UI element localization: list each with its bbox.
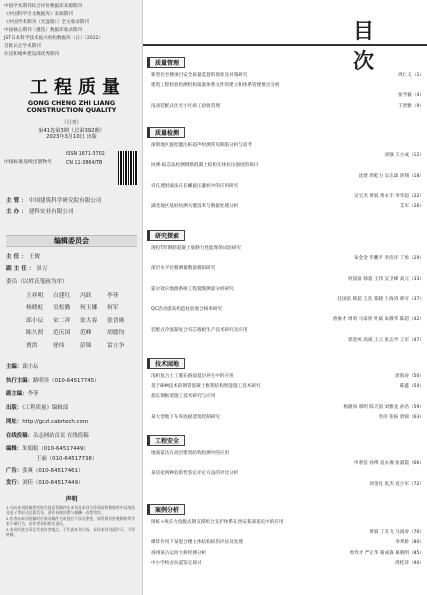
toc-entry[interactable] [151,163,427,170]
editorial-heading: 编辑委员会 [6,235,137,247]
indexing-line: JST日本科学技术振兴机构数据库（日）（2022） [4,36,104,41]
director [6,252,40,260]
toc-entry[interactable] [151,520,427,527]
website-label: 网址： [6,419,23,425]
toc-entry-authors: 周仁义（1） [398,73,424,78]
toc-entry[interactable] [151,277,427,284]
toc-entry-title: 排桩+预应力鱼腹式钢支撑组合支护体系在西安某深基坑中的应用 [151,520,284,525]
pinyin-text: GONG CHENG ZHI LIANG [27,99,116,107]
toc-entry[interactable] [151,266,427,273]
toc-entry-authors: 周寿才 严正华 葛成森 葛晓明（85） [349,550,424,556]
toc-entry[interactable] [151,204,427,211]
member-name: 胡德均 [107,330,125,337]
toc-entry-authors: 周桂萍（90） [395,560,424,566]
host-label: 主办： [6,209,29,215]
vice-editor-value: 李菲 [27,391,39,397]
toc-entry-authors: 张学毅（4） [398,93,424,99]
sponsor-value: 中国建筑科学研究院有限公司 [28,198,102,204]
toc-entry[interactable] [151,551,427,558]
english-title: CONSTRUCTION QUALITY [26,106,117,115]
toc-entry[interactable] [151,405,427,412]
vice-editor [6,389,38,397]
toc-entry-authors: 黄斌 丁友飞 马国涛（76） [369,530,424,536]
editor-label: 主编： [6,364,23,370]
toc-entry-authors: 李泽 张振 唐锦（63） [378,414,424,420]
vice-director [6,264,48,272]
toc-entry-title: QC活动提高构造柱验收合格率研究 [151,307,223,313]
toc-entry-title: 新型住宅楼项目安全质量监督的现状及对策研究 [151,73,248,78]
toc-entry[interactable] [151,73,427,80]
indexing-line: 住房和城乡建设部优秀期刊 [4,52,60,57]
toc-entry-authors: 王智雅（9） [398,103,424,109]
member-name: 何玉娜 [80,305,98,312]
toc-category: 案例分析 [147,504,185,515]
toc-entry[interactable] [151,307,427,314]
vice-director-value: 景万 [36,266,48,272]
vice-director-label: 副主任： [6,266,37,272]
member-name: 张晋勋 [107,317,125,324]
toc-entry-authors: 何国富 韩超 王伟 吴卫峰 高元（33） [347,276,424,282]
toc-category: 质量检测 [147,127,185,138]
edit-contact [6,444,89,452]
toc-entry-authors: 陈鑫（54） [399,384,424,390]
toc-entry-authors: 郭金凤 高威 王云 张志学 王军（47） [347,337,424,343]
toc-entry[interactable] [151,153,427,160]
member-name: 贾洪 [26,342,38,349]
toc-entry-title: 某房屋两种危险性鉴定评定方法的对比分析 [151,471,239,477]
toc-entry[interactable] [151,317,427,324]
statement-body [6,505,138,537]
toc-entry[interactable] [151,530,427,537]
toc-entry-authors: 申春倍 孙博 袁永豫 张淑霞（66） [354,461,424,467]
toc-entry-title: 建筑工程检验检测机构质量体系文件的建立和体系管理要点分析 [151,83,280,89]
barcode [118,151,138,185]
sponsor [6,196,102,204]
member-name: 徐伟 [53,342,65,349]
vice-editor-label: 副主编： [6,391,28,397]
toc-entry-title: 湖北地区基桩检测关键技术与数据处理分析 [151,204,239,210]
edit-contact-2: 王丽（010-64517738） [36,456,98,462]
toc-entry-title: 地质雷达在高层建筑结构检测中的应用 [151,451,230,456]
toc-entry-title: 回弹-取芯法检测钢筋混凝土结构实体抗压强度的探讨 [151,163,259,169]
submit-label: 在线投稿： [6,433,33,439]
toc-entry[interactable] [151,256,427,263]
toc-entry-title: 基于BIM技术的钢管混凝土框架结构智能施工技术研究 [151,384,261,390]
indexing-line: 中国学术期刊综合评价数据库来源期刊 [4,4,83,9]
colophon-panel [0,0,143,595]
ad-value: 张爽（010-64517461） [22,468,84,474]
member-name: 冯跃 [80,293,92,299]
toc-entry-authors: 刘强 王小成（12） [384,153,424,159]
toc-entry[interactable] [151,415,427,422]
member-name: 范庆国 [53,330,71,337]
toc-category: 研究探索 [147,230,185,241]
publisher-value: 《工程质量》编辑部 [22,405,69,411]
toc-entry-title: 中小学校舍抗震鉴定探讨 [151,560,202,566]
edit-label: 编辑： [6,446,23,452]
toc-entry[interactable] [151,451,427,458]
toc-entry[interactable] [151,143,427,150]
exec-editor-label: 执行主编： [6,378,33,384]
toc-entry-title: 某大型地下车库底板浇筑控制研究 [151,414,220,420]
toc-entry-title: 装配式冷混凝复合夹芯墙板生产技术研究及应用 [151,327,248,333]
member-name: 邱小坛 [26,317,44,324]
member-name: 雷立争 [107,342,125,349]
member-name: 杨晓虹 [26,305,44,312]
toc-entry[interactable] [151,540,427,547]
toc-entry[interactable] [151,184,427,191]
toc-entry[interactable] [151,461,427,468]
issn: ISSN 1671-3702 [66,152,105,157]
indexing-line: 《中国科学引文数据库》来源期刊 [4,12,73,17]
member-name: 李菲 [107,293,119,299]
toc-entry-authors: 沈建 周乾力 吴志球 蒋翔（18） [358,173,424,179]
toc-entry[interactable] [151,174,427,181]
exec-editor-value: 路明昊（010-64517745） [32,378,100,384]
toc-entry-authors: 李邦桥（80） [395,540,424,546]
host-value: 建科实业有限公司 [28,209,74,215]
toc-divider [143,44,427,46]
member-name: 陈久照 [26,330,44,337]
editor [6,362,38,370]
member-name: 张大春 [80,317,98,324]
director-label: 主任： [6,254,29,260]
statement-heading: 声明 [65,496,78,503]
frequency: （月刊） [61,120,82,126]
host [6,207,74,215]
cn-number: CN 11-3864/TB [66,161,103,166]
journal-logo: 工程质量 [30,77,126,98]
issue-value: 刘佳（010-64517449） [22,480,84,486]
toc-entry[interactable] [151,287,427,294]
toc-entry-title: 现役T形钢筋混凝土梁静力性能现场试验研究 [151,246,242,251]
submit-value: 杂志网站首页 在线投稿 [32,433,89,439]
website [6,417,88,425]
toc-category: 工程安全 [147,435,185,446]
toc-entry-title: 深层水平位移测量数值模拟研究 [151,266,216,272]
toc-entry[interactable] [151,394,427,401]
toc-entry-title: 浅谈装配式住宅小区竣工验收管理 [151,103,220,109]
toc-entry-authors: 刘金礼 张杰 袁小军（72） [369,481,424,487]
editor-value: 邱小坛 [22,364,39,370]
toc-entry-authors: 艾军（26） [399,204,424,210]
toc-entry-authors: 任国富 韩超 王浩 郑晓 王海涛 邢可（37） [337,297,424,302]
toc-entry[interactable] [151,384,427,391]
member-name: 范峰 [80,330,92,337]
toc-entry[interactable] [151,83,427,90]
toc-entry-authors: 唐俊才 周勇 马家欣 叶斌 朱敬华 陈超（42） [332,317,424,323]
indexing-line: 中国核心期刊（遴选）数据库收录期刊 [4,28,83,33]
toc-entry-title: 浅析复合土工膜在路面基层养生中的应用 [151,374,234,379]
toc-entry-title: 深圳地区旋挖灌注桩超声检测常见缺陷分析与思考 [151,143,253,148]
website-link[interactable]: http://gczl.cabrtech.com [22,419,89,425]
members-label: 委员（以姓氏笔画为序） [6,279,68,285]
ad-contact [6,466,83,474]
issue-info [6,128,137,141]
table-of-contents [143,0,427,595]
toc-entry[interactable] [151,561,427,568]
issue-contact [6,478,83,486]
serial-label: 中国标准连续出版物号 [4,160,52,165]
member-name: 吴松勤 [53,305,71,312]
journal-pinyin [6,100,137,115]
toc-entry-authors: 吴宝杰 黄斌 黄永丰 李华超（22） [354,194,424,199]
issue-label: 发行： [6,480,23,486]
toc-entry-authors: 杨隆凤 邢明 陈天国 刘雅龙 孙浩（59） [343,404,424,410]
member-name: 何军 [107,305,119,312]
toc-entry-title: 霍尔效应地源系统工程裂缝测量分析研究 [151,286,234,292]
toc-entry[interactable] [151,374,427,381]
toc-entry-title: 爆炸作用下某混合楼主体结构损伤评估及处理 [151,540,243,546]
toc-entry[interactable] [151,328,427,335]
exec-editor [6,376,100,384]
toc-entry[interactable] [151,93,427,100]
statement-item: 3.本刊所登文章仅代表作者观点，不代表本刊立场，未经本刊书面许可，不得转载。 [6,526,135,538]
member-name: 白建红 [53,293,71,299]
toc-entry[interactable] [151,482,427,489]
ad-label: 广告： [6,468,23,474]
statement-item: 2.作者向本刊投稿时应保证稿件为原创且不涉及泄密，如发现有抄袭剽窃等学术不端行为，由作者承担相关责任。 [6,515,135,527]
publish-date: 2023年3月10日 出版 [46,134,97,141]
edit-value: 朱娟娟（010-64517449） [22,446,89,452]
toc-entry[interactable] [151,471,427,478]
indexing-line: 《中国学术期刊（光盘版）》全文收录期刊 [4,20,89,25]
toc-entry-title: 扬州某古运河大桥检测分析 [151,550,207,556]
member-name: 宋二祥 [53,317,71,324]
statement-item: 1.凡向本刊投稿者均视为同意其稿件在本刊及本刊合作网站和数据库中以纸质及电子等形式出版发布，著作权使用费与稿酬一次性给付。 [6,505,135,516]
toc-category: 质量管理 [147,57,185,68]
toc-title: 目 次 [353,18,388,73]
member-list [26,290,138,352]
toc-entry[interactable] [151,194,427,201]
toc-category: 技术园地 [147,358,185,369]
toc-entry[interactable] [151,297,427,304]
toc-entry-authors: 唐海涛（50） [395,374,424,379]
director-value: 王俊 [28,254,40,260]
member-name: 王祥明 [26,293,44,299]
sponsor-label: 主管： [6,198,29,204]
volume-number: 第41卷第3期（总第392期） [38,128,105,134]
toc-entry[interactable] [151,338,427,345]
toc-entry[interactable] [151,246,427,253]
toc-entry-title: 旁孔透射波法在长螺旋压灌桩中的应用研究 [151,183,239,189]
toc-entry[interactable] [151,104,427,111]
publisher-label: 出版： [6,405,23,411]
member-name: 彭锦 [80,342,92,349]
toc-entry-title: 超长钢框架施工技术研究与应用 [151,394,216,400]
indexing-line: 首批认定学术期刊 [4,44,41,49]
publisher [6,403,68,411]
online-submit [6,431,89,439]
toc-entry-authors: 朱金金 毕鹏平 李浩洋 丁勇（29） [354,256,424,262]
